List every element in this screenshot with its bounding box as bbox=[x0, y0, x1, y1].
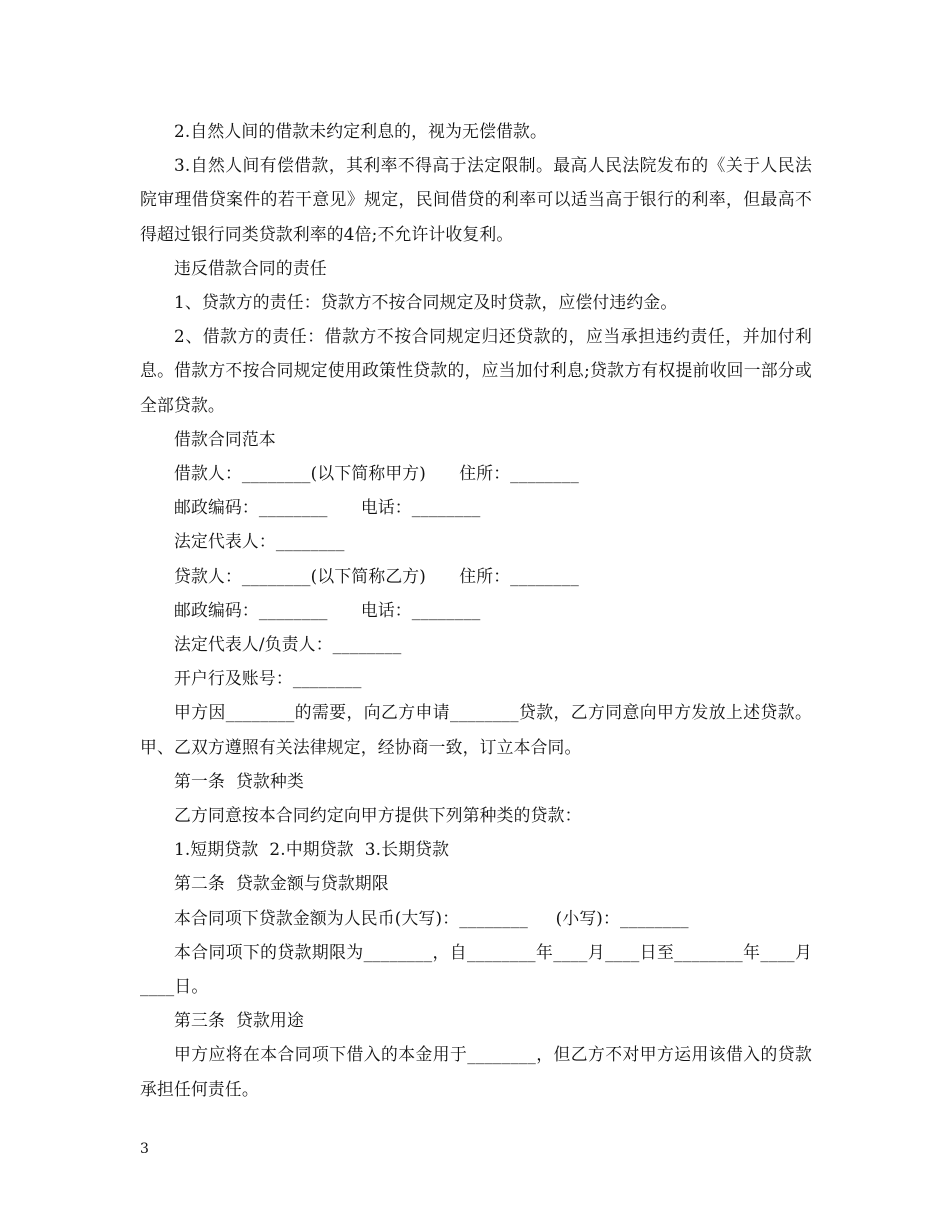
article-2-heading: 第二条 贷款金额与贷款期限 bbox=[174, 873, 389, 894]
paragraph-lender-liability: 1、贷款方的责任：贷款方不按合同规定及时贷款，应偿付违约金。 bbox=[174, 292, 678, 313]
document-body bbox=[140, 114, 812, 1106]
bank-account-line: 开户行及账号：________ bbox=[174, 668, 362, 689]
lender-postal-phone-line: 邮政编码：________ 电话：________ bbox=[174, 599, 481, 620]
borrower-line: 借款人：________(以下简称甲方) 住所：________ bbox=[174, 463, 579, 484]
article-1-heading: 第一条 贷款种类 bbox=[174, 770, 304, 791]
borrower-postal-phone-line: 邮政编码：________ 电话：________ bbox=[174, 497, 481, 518]
article-3-heading: 第三条 贷款用途 bbox=[174, 1010, 304, 1031]
paragraph-1: 2.自然人间的借款未约定利息的，视为无偿借款。 bbox=[174, 121, 548, 141]
section-heading-template: 借款合同范本 bbox=[174, 428, 276, 449]
agreement-intro-paragraph: 甲方因________的需要，向乙方申请________贷款，乙方同意向甲方发放上述贷款。甲、乙双方遵照有关法律规定，经协商一致，订立本合同。 bbox=[140, 702, 812, 757]
borrower-legal-rep-line: 法定代表人：________ bbox=[174, 531, 345, 552]
loan-amount-line: 本合同项下贷款金额为人民币(大写)：________ (小写)：________ bbox=[174, 907, 689, 928]
loan-term-paragraph: 本合同项下的贷款期限为________，自________年____月____日至________年____月____日。 bbox=[140, 941, 812, 997]
section-heading-liability: 违反借款合同的责任 bbox=[174, 257, 327, 278]
article-1-text: 乙方同意按本合同约定向甲方提供下列第种类的贷款： bbox=[174, 805, 582, 826]
loan-types-line: 1.短期贷款 2.中期贷款 3.长期贷款 bbox=[174, 839, 450, 860]
lender-legal-rep-line: 法定代表人/负责人：________ bbox=[174, 634, 402, 655]
page-number: 3 bbox=[140, 1141, 149, 1157]
loan-purpose-paragraph: 甲方应将在本合同项下借入的本金用于________，但乙方不对甲方运用该借入的贷款承担任何责任。 bbox=[140, 1044, 812, 1099]
paragraph-2: 3.自然人间有偿借款，其利率不得高于法定限制。最高人民法院发布的《关于人民法院审理借贷案件的若干意见》规定，民间借贷的利率可以适当高于银行的利率，但最高不得超过银行同类贷款利率的4倍;不允许计收复利。 bbox=[140, 155, 812, 244]
paragraph-borrower-liability: 2、借款方的责任：借款方不按合同规定归还贷款的，应当承担违约责任，并加付利息。借款方不按合同规定使用政策性贷款的，应当加付利息;贷款方有权提前收回一部分或全部贷款。 bbox=[140, 326, 812, 415]
lender-line: 贷款人：________(以下简称乙方) 住所：________ bbox=[174, 565, 579, 586]
